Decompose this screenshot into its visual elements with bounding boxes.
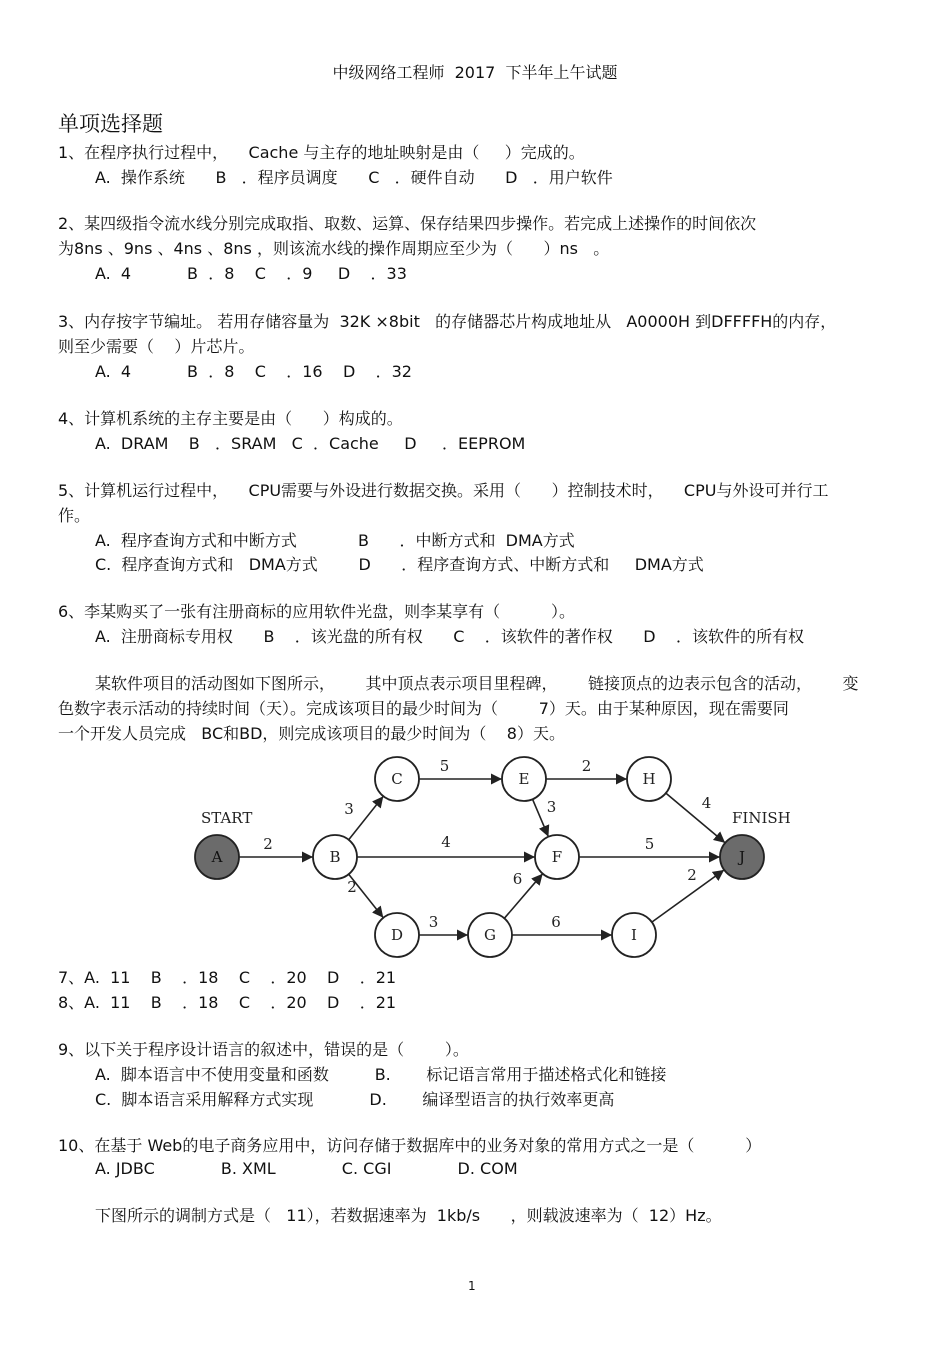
q2-stem-line2: 为8ns 、9ns 、4ns 、8ns ，则该流水线的操作周期应至少为（ ）ns 。 <box>58 239 610 258</box>
q10-options: A. JDBC B. XML C. CGI D. COM <box>95 1159 518 1178</box>
edge-label-E-H: 2 <box>581 757 592 775</box>
node-label-J: J <box>738 848 746 866</box>
q6-stem: 6、李某购买了一张有注册商标的应用软件光盘，则李某享有（ ）。 <box>58 602 576 621</box>
q9-option-line2: C. 脚本语言采用解释方式实现 D. 编译型语言的执行效率更高 <box>95 1090 615 1109</box>
edge-H-J <box>666 793 725 843</box>
q10-stem: 10、在基于 Web的电子商务应用中，访问存储于数据库中的业务对象的常用方式之一是（ ） <box>58 1136 762 1155</box>
node-label-D: D <box>390 926 404 944</box>
node-label-F: F <box>551 848 563 866</box>
q3-stem-line2: 则至少需要（ ）片芯片。 <box>58 337 255 356</box>
node-label-H: H <box>642 770 656 788</box>
q6-options: A. 注册商标专用权 B ．该光盘的所有权 C ．该软件的著作权 D ．该软件的所有权 <box>95 627 804 646</box>
q3-stem-line1: 3、内存按字节编址。 若用存储容量为 32K ×8bit 的存储器芯片构成地址从 A0000H 到DFFFFH的内存， <box>58 312 837 331</box>
q7-intro-line3: 一个开发人员完成 BC和BD，则完成该项目的最少时间为（ 8）天。 <box>58 724 565 743</box>
edge-label-D-G: 3 <box>428 913 439 931</box>
start-label: START <box>201 809 253 827</box>
activity-graph <box>172 746 814 963</box>
edge-label-C-E: 5 <box>439 757 450 775</box>
q5-stem-line1: 5、计算机运行过程中， CPU需要与外设进行数据交换。采用（ ）控制技术时， CPU与外设可并行工 <box>58 481 829 500</box>
q4-options: A. DRAM B ．SRAM C ．Cache D ．EEPROM <box>95 434 526 453</box>
node-label-I: I <box>631 926 637 944</box>
q1-stem: 1、在程序执行过程中， Cache 与主存的地址映射是由（ ）完成的。 <box>58 143 585 162</box>
page-number: 1 <box>468 1279 476 1293</box>
q5-option-line2: C. 程序查询方式和 DMA方式 D ．程序查询方式、中断方式和 DMA方式 <box>95 555 704 574</box>
edge-label-A-B: 2 <box>263 835 273 853</box>
q11-intro: 下图所示的调制方式是（ 11），若数据速率为 1kb/s ，则载波速率为（ 12）Hz。 <box>95 1206 722 1225</box>
q2-stem-line1: 2、某四级指令流水线分别完成取指、取数、运算、保存结果四步操作。若完成上述操作的时间依次 <box>58 214 757 233</box>
section-heading: 单项选择题 <box>58 112 163 136</box>
q7-intro-line1: 某软件项目的活动图如下图所示， 其中顶点表示项目里程碑， 链接顶点的边表示包含的活动， 变 <box>95 674 859 693</box>
edge-label-G-I: 6 <box>551 913 561 931</box>
edge-label-F-J: 5 <box>644 835 655 853</box>
edge-B-C <box>349 796 384 840</box>
q8-options: 8、A. 11 B ．18 C ．20 D ．21 <box>58 993 397 1012</box>
q3-options: A. 4 B ．8 C ．16 D ．32 <box>95 362 412 381</box>
edge-label-B-F: 4 <box>441 833 451 851</box>
edge-label-E-F: 3 <box>546 798 557 816</box>
edge-label-G-F: 6 <box>512 870 523 888</box>
edge-label-H-J: 4 <box>701 794 712 812</box>
edge-label-B-D: 2 <box>347 878 357 896</box>
q5-stem-line2: 作。 <box>58 506 91 525</box>
q7-intro-line2: 色数字表示活动的持续时间（天）。完成该项目的最少时间为（ 7）天。由于某种原因，现在需要同 <box>58 699 789 718</box>
finish-label: FINISH <box>732 809 791 827</box>
q5-option-line1: A. 程序查询方式和中断方式 B ．中断方式和 DMA方式 <box>95 531 575 550</box>
q1-options: A. 操作系统 B ．程序员调度 C ．硬件自动 D ．用户软件 <box>95 168 613 187</box>
node-label-A: A <box>211 848 223 866</box>
q9-stem: 9、以下关于程序设计语言的叙述中，错误的是（ ）。 <box>58 1040 469 1059</box>
document-title: 中级网络工程师 2017 下半年上午试题 <box>332 63 618 82</box>
q7-options: 7、A. 11 B ．18 C ．20 D ．21 <box>58 968 397 987</box>
node-label-C: C <box>391 770 403 788</box>
q2-options: A. 4 B ．8 C ．9 D ．33 <box>95 264 407 283</box>
edge-label-I-J: 2 <box>687 866 697 884</box>
edge-label-B-C: 3 <box>344 800 354 818</box>
node-label-B: B <box>329 848 341 866</box>
q9-option-line1: A. 脚本语言中不使用变量和函数 B. 标记语言常用于描述格式化和链接 <box>95 1065 667 1084</box>
edge-G-F <box>504 874 542 919</box>
node-label-G: G <box>484 926 496 944</box>
q4-stem: 4、计算机系统的主存主要是由（ ）构成的。 <box>58 409 403 428</box>
node-label-E: E <box>518 770 530 788</box>
